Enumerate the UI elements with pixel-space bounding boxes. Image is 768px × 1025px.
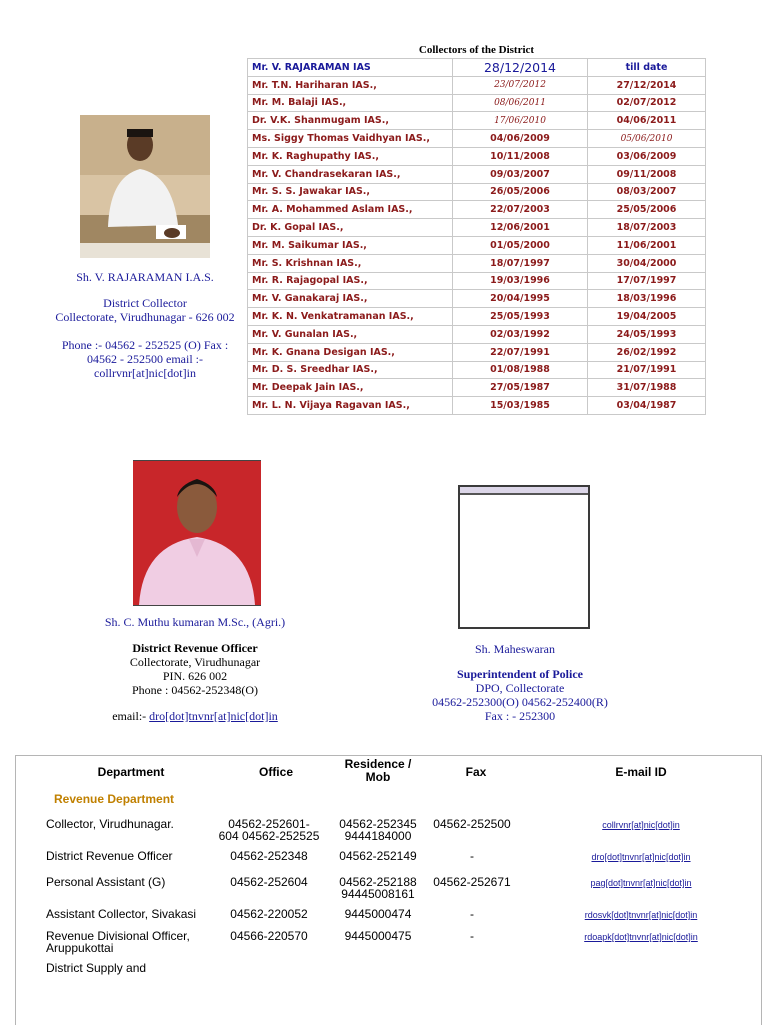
collector-to-cell: 27/12/2014 [588,76,706,94]
collector-from-cell: 04/06/2009 [453,130,588,148]
collector-from-cell: 18/07/1997 [453,254,588,272]
collector-row [248,290,706,308]
dept-name-cell: Collector, Virudhunagar. [46,817,174,831]
collector-to-cell: 11/06/2001 [588,236,706,254]
collector-from-cell: 19/03/1996 [453,272,588,290]
collector-name-cell: Dr. V.K. Shanmugam IAS., [248,112,453,130]
collector-from-cell: 27/05/1987 [453,379,588,397]
collector-row [248,272,706,290]
dept-email-link[interactable]: dro[dot]tnvnr[at]nic[dot]in [591,852,691,862]
collector-row [248,308,706,326]
dept-fax-cell: - [470,929,474,943]
sp-name: Sh. Maheswaran [475,642,555,656]
collector-to-cell: 19/04/2005 [588,308,706,326]
collector-email: collrvnr[at]nic[dot]in [94,366,196,380]
section-revenue-department: Revenue Department [54,792,175,806]
collector-to-cell: 05/06/2010 [588,130,706,148]
collector-from-cell: 08/06/2011 [453,94,588,112]
dept-fax-cell: 04562-252500 [433,817,511,831]
collector-name-cell: Mr. T.N. Hariharan IAS., [248,76,453,94]
collector-to-cell: 08/03/2007 [588,183,706,201]
collector-address: Collectorate, Virudhunagar - 626 002 [55,310,235,324]
collectors-table [247,58,706,415]
collector-to-cell: 31/07/1988 [588,379,706,397]
collector-to-cell: 30/04/2000 [588,254,706,272]
collector-phone2: 04562 - 252500 email :- [87,352,203,366]
collector-row [248,201,706,219]
dept-office-cell: 04562-252604 [230,875,308,889]
collector-row [248,254,706,272]
dro-pin: PIN. 626 002 [162,669,228,683]
collector-name-cell: Mr. V. Chandrasekaran IAS., [248,165,453,183]
collector-phone: Phone :- 04562 - 252525 (O) Fax : [61,338,229,352]
collector-to-cell: 03/06/2009 [588,147,706,165]
collector-designation: District Collector [103,296,187,310]
dept-fax-cell: - [470,849,474,863]
collector-name-cell: Mr. V. RAJARAMAN IAS [248,59,453,77]
collector-row [248,397,706,415]
collector-from-cell: 22/07/1991 [453,343,588,361]
collector-row [248,183,706,201]
collector-row [248,76,706,94]
dro-phone: Phone : 04562-252348(O) [132,683,258,697]
collector-to-cell: 18/03/1996 [588,290,706,308]
dept-email-link[interactable]: collrvnr[at]nic[dot]in [602,820,680,830]
collector-from-cell: 02/03/1992 [453,325,588,343]
collector-name-cell: Mr. K. Raghupathy IAS., [248,147,453,165]
collector-row [248,130,706,148]
dept-office-cell: 04562-252348 [230,849,308,863]
collector-name-cell: Mr. R. Rajagopal IAS., [248,272,453,290]
collector-name-cell: Mr. M. Balaji IAS., [248,94,453,112]
collector-name-cell: Mr. Deepak Jain IAS., [248,379,453,397]
collector-from-cell: 28/12/2014 [453,59,588,77]
collector-to-cell: 26/02/1992 [588,343,706,361]
collector-name-cell: Dr. K. Gopal IAS., [248,219,453,237]
collector-to-cell: 18/07/2003 [588,219,706,237]
collector-name-cell: Mr. D. S. Sreedhar IAS., [248,361,453,379]
collector-from-cell: 12/06/2001 [453,219,588,237]
dept-fax-cell: 04562-252671 [433,875,511,889]
dept-email-link[interactable]: pag[dot]tnvnr[at]nic[dot]in [590,878,692,888]
dro-email-label: email:- [112,709,147,723]
collectors-title: Collectors of the District [418,44,535,56]
dept-residence-cell: 04562-252345 9444184000 [339,817,417,843]
header-email: E-mail ID [615,765,667,779]
collector-row [248,59,706,77]
collector-name: Sh. V. RAJARAMAN I.A.S. [76,270,214,284]
dept-residence-cell: 9445000474 [344,907,412,921]
collector-row [248,325,706,343]
dept-residence-cell: 04562-252149 [339,849,417,863]
collector-to-cell: 04/06/2011 [588,112,706,130]
collector-to-cell: 24/05/1993 [588,325,706,343]
collector-to-cell: 21/07/1991 [588,361,706,379]
dept-name-cell: Personal Assistant (G) [46,875,166,889]
header-residence: Residence / Mob [344,757,412,784]
dept-name-cell: District Supply and [46,961,147,975]
collector-row [248,361,706,379]
dept-email-link[interactable]: rdosvk[dot]tnvnr[at]nic[dot]in [584,910,698,920]
collector-from-cell: 10/11/2008 [453,147,588,165]
collector-row [248,219,706,237]
collector-from-cell: 15/03/1985 [453,397,588,415]
collector-to-cell: 09/11/2008 [588,165,706,183]
dro-email-link[interactable]: dro[dot]tnvnr[at]nic[dot]in [149,709,278,723]
sp-phone: 04562-252300(O) 04562-252400(R) [432,695,608,709]
dept-office-cell: 04562-252601- 604 04562-252525 [218,817,320,843]
dept-office-cell: 04562-220052 [230,907,308,921]
collector-name-cell: Mr. V. Gunalan IAS., [248,325,453,343]
collector-from-cell: 01/08/1988 [453,361,588,379]
dro-name: Sh. C. Muthu kumaran M.Sc., (Agri.) [104,615,286,629]
collector-from-cell: 26/05/2006 [453,183,588,201]
collector-name-cell: Mr. K. N. Venkatramanan IAS., [248,308,453,326]
dept-name-cell: Revenue Divisional Officer, Aruppukottai [46,929,190,955]
collector-name-cell: Mr. S. Krishnan IAS., [248,254,453,272]
collector-name-cell: Ms. Siggy Thomas Vaidhyan IAS., [248,130,453,148]
collector-from-cell: 09/03/2007 [453,165,588,183]
collector-name-cell: Mr. K. Gnana Desigan IAS., [248,343,453,361]
dept-fax-cell: - [470,907,474,921]
dept-residence-cell: 04562-252188 94445008161 [339,875,417,901]
dept-email-link[interactable]: rdoapk[dot]tnvnr[at]nic[dot]in [584,932,698,942]
dro-address: Collectorate, Virudhunagar [129,655,261,669]
dept-residence-cell: 9445000475 [344,929,412,943]
collector-name-cell: Mr. L. N. Vijaya Ragavan IAS., [248,397,453,415]
header-office: Office [258,765,293,779]
collector-row [248,112,706,130]
collector-to-cell: till date [588,59,706,77]
collector-name-cell: Mr. M. Saikumar IAS., [248,236,453,254]
collector-from-cell: 22/07/2003 [453,201,588,219]
dro-designation: District Revenue Officer [132,641,258,655]
collector-to-cell: 02/07/2012 [588,94,706,112]
sp-photo-frame [458,485,590,629]
header-department: Department [97,765,165,779]
collector-photo [80,115,210,258]
collector-row [248,94,706,112]
collector-from-cell: 01/05/2000 [453,236,588,254]
dept-office-cell: 04566-220570 [230,929,308,943]
collector-from-cell: 20/04/1995 [453,290,588,308]
collector-row [248,147,706,165]
dept-name-cell: District Revenue Officer [46,849,173,863]
collector-row [248,165,706,183]
sp-designation: Superintendent of Police [457,667,583,681]
collector-row [248,379,706,397]
collector-to-cell: 17/07/1997 [588,272,706,290]
collector-row [248,236,706,254]
dept-name-cell: Assistant Collector, Sivakasi [46,907,197,921]
sp-fax: Fax : - 252300 [484,709,556,723]
collector-to-cell: 25/05/2006 [588,201,706,219]
collector-from-cell: 17/06/2010 [453,112,588,130]
collector-name-cell: Mr. S. S. Jawakar IAS., [248,183,453,201]
collector-to-cell: 03/04/1987 [588,397,706,415]
collector-row [248,343,706,361]
dro-photo [133,460,261,606]
dro-email-line [80,709,310,723]
department-contacts-table [15,755,762,1025]
collector-name-cell: Mr. A. Mohammed Aslam IAS., [248,201,453,219]
collector-name-cell: Mr. V. Ganakaraj IAS., [248,290,453,308]
header-fax: Fax [465,765,487,779]
sp-address: DPO, Collectorate [475,681,565,695]
collector-from-cell: 23/07/2012 [453,76,588,94]
collector-from-cell: 25/05/1993 [453,308,588,326]
